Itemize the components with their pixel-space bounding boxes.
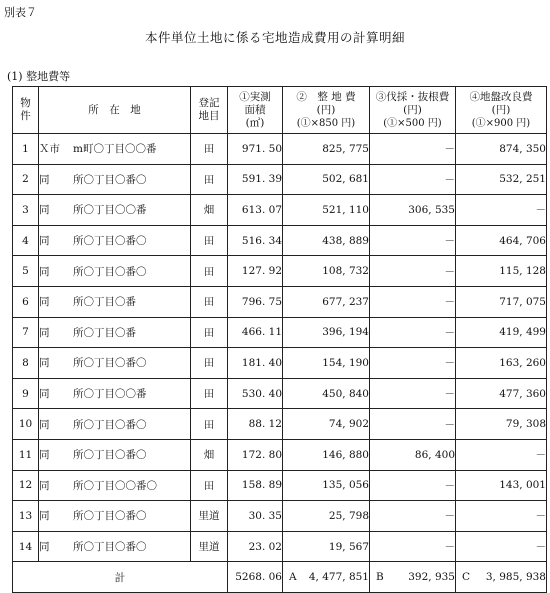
row-no: 14 bbox=[13, 531, 39, 562]
row-no: 3 bbox=[13, 195, 39, 226]
row-category: 田 bbox=[191, 134, 228, 165]
header-no-line: 物 bbox=[20, 97, 31, 109]
row-category: 田 bbox=[191, 348, 228, 379]
row-location-address: m町〇丁目〇〇番 bbox=[73, 143, 157, 156]
row-location-prefix: 同 bbox=[39, 541, 50, 554]
total-improvement-cell bbox=[456, 562, 547, 593]
row-clearing: 86, 400 bbox=[370, 439, 456, 470]
row-leveling: 677, 237 bbox=[283, 286, 370, 317]
row-clearing: － bbox=[370, 134, 456, 165]
row-location-prefix: 同 bbox=[39, 388, 50, 401]
header-row bbox=[13, 87, 547, 134]
header-improvement-line: (①×900 円) bbox=[471, 117, 531, 129]
row-leveling: 438, 889 bbox=[283, 225, 370, 256]
header-no bbox=[13, 87, 39, 134]
header-area bbox=[228, 87, 283, 134]
row-location-address: 所〇丁目〇〇番〇 bbox=[73, 479, 157, 492]
section-label: (1) 整地費等 bbox=[7, 70, 71, 83]
table-row bbox=[13, 225, 547, 256]
total-clearing-cell bbox=[370, 562, 456, 593]
row-no: 1 bbox=[13, 134, 39, 165]
table-row bbox=[13, 256, 547, 287]
row-leveling: 135, 056 bbox=[283, 470, 370, 501]
row-clearing: － bbox=[370, 256, 456, 287]
row-location-address: 所〇丁目〇番〇 bbox=[73, 541, 147, 554]
header-leveling bbox=[283, 87, 370, 134]
row-no: 11 bbox=[13, 439, 39, 470]
row-location bbox=[39, 195, 191, 226]
header-location: 所 在 地 bbox=[39, 87, 191, 134]
row-location-address: 所〇丁目〇番〇 bbox=[73, 173, 147, 186]
row-leveling: 74, 902 bbox=[283, 409, 370, 440]
row-location-prefix: 同 bbox=[39, 173, 50, 186]
row-leveling: 108, 732 bbox=[283, 256, 370, 287]
row-clearing: － bbox=[370, 409, 456, 440]
table-row bbox=[13, 439, 547, 470]
row-clearing: － bbox=[370, 164, 456, 195]
row-leveling: 521, 110 bbox=[283, 195, 370, 226]
header-leveling-line: (円) bbox=[316, 103, 336, 116]
row-no: 2 bbox=[13, 164, 39, 195]
total-improvement: 3, 985, 938 bbox=[485, 571, 546, 584]
row-improvement: 532, 251 bbox=[456, 164, 547, 195]
table-row bbox=[13, 470, 547, 501]
header-category-line: 地目 bbox=[198, 110, 220, 122]
row-category: 田 bbox=[191, 164, 228, 195]
row-location bbox=[39, 164, 191, 195]
row-location-prefix: 同 bbox=[39, 449, 50, 462]
row-location bbox=[39, 225, 191, 256]
row-location-prefix: 同 bbox=[39, 479, 50, 492]
header-category-line: 登記 bbox=[198, 97, 220, 109]
row-category: 田 bbox=[191, 378, 228, 409]
cost-table bbox=[12, 86, 547, 593]
row-category: 田 bbox=[191, 286, 228, 317]
row-area: 23. 02 bbox=[228, 531, 283, 562]
row-area: 516. 34 bbox=[228, 225, 283, 256]
row-clearing: － bbox=[370, 378, 456, 409]
row-location-address: 所〇丁目〇〇番 bbox=[73, 388, 147, 401]
row-location bbox=[39, 409, 191, 440]
row-location-prefix: Ｘ市 bbox=[39, 143, 60, 156]
row-no: 6 bbox=[13, 286, 39, 317]
row-no: 9 bbox=[13, 378, 39, 409]
row-location bbox=[39, 470, 191, 501]
header-leveling-line: (①×850 円) bbox=[296, 117, 356, 129]
row-location-address: 所〇丁目〇番〇 bbox=[73, 235, 147, 248]
row-area: 796. 75 bbox=[228, 286, 283, 317]
table-row bbox=[13, 501, 547, 532]
row-location-address: 所〇丁目〇番〇 bbox=[73, 449, 147, 462]
row-category: 畑 bbox=[191, 195, 228, 226]
row-category: 畑 bbox=[191, 439, 228, 470]
total-row bbox=[13, 562, 547, 593]
row-area: 181. 40 bbox=[228, 348, 283, 379]
table-row bbox=[13, 195, 547, 226]
header-improvement bbox=[456, 87, 547, 134]
row-location bbox=[39, 531, 191, 562]
table-row bbox=[13, 378, 547, 409]
header-improvement-line: (円) bbox=[491, 103, 511, 116]
row-leveling: 154, 190 bbox=[283, 348, 370, 379]
row-area: 158. 89 bbox=[228, 470, 283, 501]
row-area: 971. 50 bbox=[228, 134, 283, 165]
row-category: 里道 bbox=[191, 531, 228, 562]
row-location bbox=[39, 378, 191, 409]
row-location-prefix: 同 bbox=[39, 204, 50, 217]
header-no-line: 件 bbox=[20, 110, 31, 122]
row-location-address: 所〇丁目〇〇番 bbox=[73, 204, 147, 217]
row-area: 530. 40 bbox=[228, 378, 283, 409]
header-clearing-line: (①×500 円) bbox=[383, 117, 442, 129]
row-no: 5 bbox=[13, 256, 39, 287]
row-improvement: 464, 706 bbox=[456, 225, 547, 256]
total-leveling: 4, 477, 851 bbox=[308, 571, 369, 584]
row-location bbox=[39, 317, 191, 348]
row-location-prefix: 同 bbox=[39, 418, 50, 431]
row-improvement: 115, 128 bbox=[456, 256, 547, 287]
row-location-address: 所〇丁目〇番〇 bbox=[73, 418, 147, 431]
row-leveling: 19, 567 bbox=[283, 531, 370, 562]
row-area: 88. 12 bbox=[228, 409, 283, 440]
row-improvement: 717, 075 bbox=[456, 286, 547, 317]
row-no: 7 bbox=[13, 317, 39, 348]
header-improvement-line: ④地盤改良費 bbox=[469, 90, 533, 103]
total-leveling-cell bbox=[283, 562, 370, 593]
row-clearing: － bbox=[370, 286, 456, 317]
table-row bbox=[13, 134, 547, 165]
row-location-address: 所〇丁目〇番 bbox=[73, 326, 136, 339]
row-improvement: 874, 350 bbox=[456, 134, 547, 165]
row-no: 12 bbox=[13, 470, 39, 501]
row-category: 里道 bbox=[191, 501, 228, 532]
table-row bbox=[13, 531, 547, 562]
table-row bbox=[13, 409, 547, 440]
row-location bbox=[39, 256, 191, 287]
row-location bbox=[39, 501, 191, 532]
row-improvement: 163, 260 bbox=[456, 348, 547, 379]
row-category: 田 bbox=[191, 256, 228, 287]
table-row bbox=[13, 348, 547, 379]
row-location-prefix: 同 bbox=[39, 326, 50, 339]
row-no: 10 bbox=[13, 409, 39, 440]
row-location bbox=[39, 439, 191, 470]
row-improvement: － bbox=[456, 501, 547, 532]
header-clearing-line: (円) bbox=[403, 103, 422, 116]
row-improvement: 477, 360 bbox=[456, 378, 547, 409]
row-location-prefix: 同 bbox=[39, 265, 50, 278]
row-category: 田 bbox=[191, 409, 228, 440]
row-location-prefix: 同 bbox=[39, 296, 50, 309]
row-leveling: 396, 194 bbox=[283, 317, 370, 348]
row-location bbox=[39, 134, 191, 165]
row-leveling: 146, 880 bbox=[283, 439, 370, 470]
row-clearing: － bbox=[370, 317, 456, 348]
total-improvement-letter: C bbox=[462, 571, 471, 584]
row-leveling: 450, 840 bbox=[283, 378, 370, 409]
row-no: 4 bbox=[13, 225, 39, 256]
row-leveling: 502, 681 bbox=[283, 164, 370, 195]
total-clearing: 392, 935 bbox=[408, 571, 455, 584]
row-category: 田 bbox=[191, 317, 228, 348]
row-area: 591. 39 bbox=[228, 164, 283, 195]
table-row bbox=[13, 164, 547, 195]
row-improvement: － bbox=[456, 439, 547, 470]
row-no: 13 bbox=[13, 501, 39, 532]
document-label: 別表７ bbox=[4, 6, 37, 19]
row-no: 8 bbox=[13, 348, 39, 379]
row-location-address: 所〇丁目〇番〇 bbox=[73, 265, 147, 278]
header-area-line: (㎡) bbox=[245, 116, 265, 129]
total-label: 計 bbox=[13, 562, 228, 593]
row-location-prefix: 同 bbox=[39, 510, 50, 523]
document-title: 本件単位土地に係る宅地造成費用の計算明細 bbox=[144, 30, 405, 45]
header-category bbox=[191, 87, 228, 134]
row-improvement: 143, 001 bbox=[456, 470, 547, 501]
row-improvement: 79, 308 bbox=[456, 409, 547, 440]
row-clearing: － bbox=[370, 348, 456, 379]
header-area-line: 面積 bbox=[244, 103, 266, 116]
row-clearing: 306, 535 bbox=[370, 195, 456, 226]
row-location-prefix: 同 bbox=[39, 357, 50, 370]
row-area: 127. 92 bbox=[228, 256, 283, 287]
row-improvement: － bbox=[456, 195, 547, 226]
row-clearing: － bbox=[370, 531, 456, 562]
row-area: 172. 80 bbox=[228, 439, 283, 470]
row-clearing: － bbox=[370, 470, 456, 501]
row-clearing: － bbox=[370, 501, 456, 532]
row-improvement: － bbox=[456, 531, 547, 562]
row-area: 613. 07 bbox=[228, 195, 283, 226]
row-leveling: 825, 775 bbox=[283, 134, 370, 165]
row-location-address: 所〇丁目〇番 bbox=[73, 296, 136, 309]
row-location-address: 所〇丁目〇番〇 bbox=[73, 510, 147, 523]
row-location-prefix: 同 bbox=[39, 235, 50, 248]
row-location bbox=[39, 348, 191, 379]
row-clearing: － bbox=[370, 225, 456, 256]
table-row bbox=[13, 286, 547, 317]
table-row bbox=[13, 317, 547, 348]
row-category: 田 bbox=[191, 225, 228, 256]
row-location-address: 所〇丁目〇番〇 bbox=[73, 357, 147, 370]
header-leveling-line: ② 整 地 費 bbox=[296, 90, 356, 103]
row-location bbox=[39, 286, 191, 317]
header-clearing bbox=[370, 87, 456, 134]
table-body bbox=[13, 134, 547, 562]
total-clearing-letter: B bbox=[376, 571, 384, 584]
header-clearing-line: ③伐採・抜根費 bbox=[375, 90, 450, 103]
total-area: 5268. 06 bbox=[228, 562, 283, 593]
header-area-line: ①実測 bbox=[239, 90, 271, 103]
total-leveling-letter: A bbox=[289, 571, 297, 584]
row-improvement: 419, 499 bbox=[456, 317, 547, 348]
row-area: 466. 11 bbox=[228, 317, 283, 348]
row-area: 30. 35 bbox=[228, 501, 283, 532]
row-leveling: 25, 798 bbox=[283, 501, 370, 532]
row-category: 田 bbox=[191, 470, 228, 501]
